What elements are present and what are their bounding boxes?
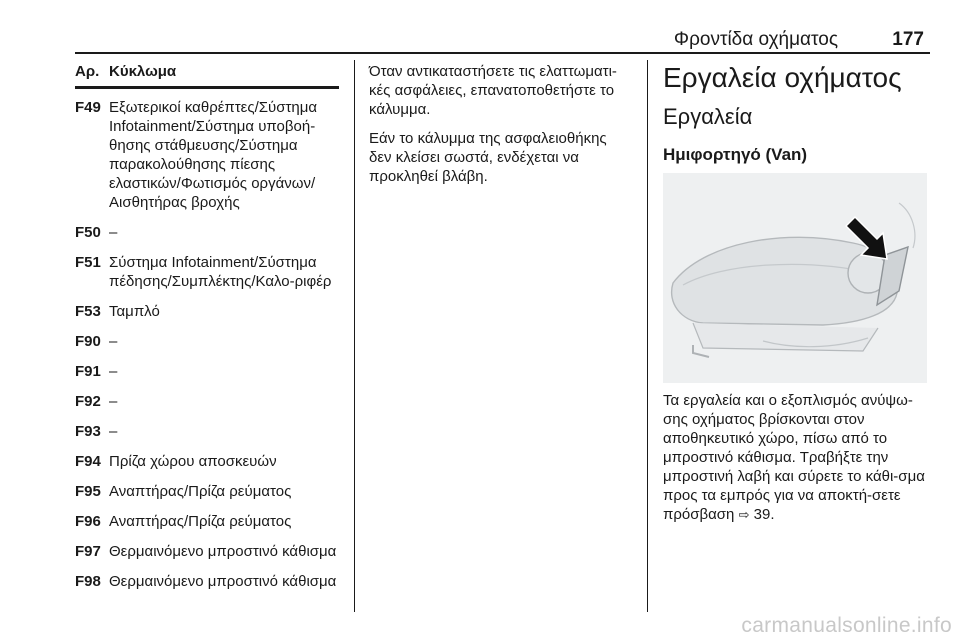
- table-row: [75, 223, 339, 242]
- fuse-code: F97: [75, 543, 101, 560]
- paragraph: Όταν αντικαταστήσετε τις ελαττωματι-κές ασφάλειες, επανατοποθετήστε το κάλυμμα.: [369, 63, 617, 118]
- fuse-code: F91: [75, 363, 101, 380]
- table-row: [75, 332, 339, 351]
- fuse-code: F95: [75, 483, 101, 500]
- table-row: [75, 302, 339, 321]
- watermark-text: carmanualsonline.info: [741, 614, 952, 637]
- fuse-code: F90: [75, 333, 101, 350]
- table-row: [75, 98, 339, 212]
- column-header-circuit: Κύκλωμα: [109, 63, 177, 80]
- page-reference-link[interactable]: 39.: [749, 506, 775, 523]
- tools-description: [663, 391, 931, 524]
- column-header-no: Αρ.: [75, 63, 100, 80]
- table-row: [75, 422, 339, 441]
- fuse-circuit: Αναπτήρας/Πρίζα ρεύματος: [109, 513, 292, 530]
- fuse-circuit: Σύστημα Infotainment/Σύστημα πέδησης/Συμπλέκτης/Καλο-ριφέρ: [109, 254, 332, 290]
- fuse-code: F53: [75, 303, 101, 320]
- section-heading: Εργαλεία οχήματος: [663, 62, 902, 93]
- fuse-code: F98: [75, 573, 101, 590]
- page-title: Φροντίδα οχήματος: [673, 29, 838, 50]
- fuse-table-rows: [75, 98, 339, 591]
- table-row: [75, 512, 339, 531]
- middle-column: [369, 62, 633, 196]
- fuse-code: F96: [75, 513, 101, 530]
- table-row: [75, 572, 339, 591]
- table-row: [75, 482, 339, 501]
- page-number: 177: [892, 29, 924, 50]
- seat-drawing-icon: [663, 173, 927, 383]
- page-reference-arrow-icon: ⇨: [738, 507, 750, 522]
- right-column: [663, 62, 931, 179]
- fuse-circuit: –: [109, 423, 118, 440]
- fuse-circuit: –: [109, 333, 118, 350]
- fuse-code: F49: [75, 99, 101, 116]
- fuse-code: F51: [75, 254, 101, 271]
- page-header: [75, 0, 930, 54]
- column-divider: [354, 60, 355, 612]
- fuse-circuit: –: [109, 393, 118, 410]
- fuse-circuit: –: [109, 363, 118, 380]
- seat-illustration: [663, 173, 927, 383]
- fuse-code: F93: [75, 423, 101, 440]
- fuse-circuit: Θερμαινόμενο μπροστινό κάθισμα: [109, 543, 337, 560]
- fuse-table: [75, 63, 339, 602]
- paragraph: Εάν το κάλυμμα της ασφαλειοθήκης δεν κλείσει σωστά, ενδέχεται να προκληθεί βλάβη.: [369, 130, 607, 185]
- fuse-code: F92: [75, 393, 101, 410]
- subsection-heading: Εργαλεία: [663, 104, 753, 129]
- fuse-code: F50: [75, 224, 101, 241]
- table-row: [75, 452, 339, 471]
- fuse-circuit: Θερμαινόμενο μπροστινό κάθισμα: [109, 573, 337, 590]
- fuse-table-header: [75, 63, 339, 89]
- table-row: [75, 362, 339, 381]
- table-row: [75, 253, 339, 291]
- fuse-circuit: Πρίζα χώρου αποσκευών: [109, 453, 277, 470]
- fuse-circuit: –: [109, 224, 118, 241]
- paragraph: Τα εργαλεία και ο εξοπλισμός ανύψω-σης οχήματος βρίσκονται στον αποθηκευτικό χώρο, πίσω από το μπροστινό κάθισμα. Τραβήξτε την μπροστινή λαβή και σύρετε το κάθι-σμα προς τα εμπρός για να αποκτή-σετε πρόσβαση: [663, 392, 925, 523]
- fuse-code: F94: [75, 453, 101, 470]
- fuse-circuit: Εξωτερικοί καθρέπτες/Σύστημα Infotainment/Σύστημα υποβοή-θησης στάθμευσης/Σύστημα παρακολούθησης πίεσης ελαστικών/Φωτισμός οργάνων/ Αισθητήρας βροχής: [109, 99, 318, 211]
- table-row: [75, 392, 339, 411]
- vehicle-heading: Ημιφορτηγό (Van): [663, 145, 808, 164]
- fuse-circuit: Αναπτήρας/Πρίζα ρεύματος: [109, 483, 292, 500]
- table-row: [75, 542, 339, 561]
- column-divider: [647, 60, 648, 612]
- fuse-circuit: Ταμπλό: [109, 303, 160, 320]
